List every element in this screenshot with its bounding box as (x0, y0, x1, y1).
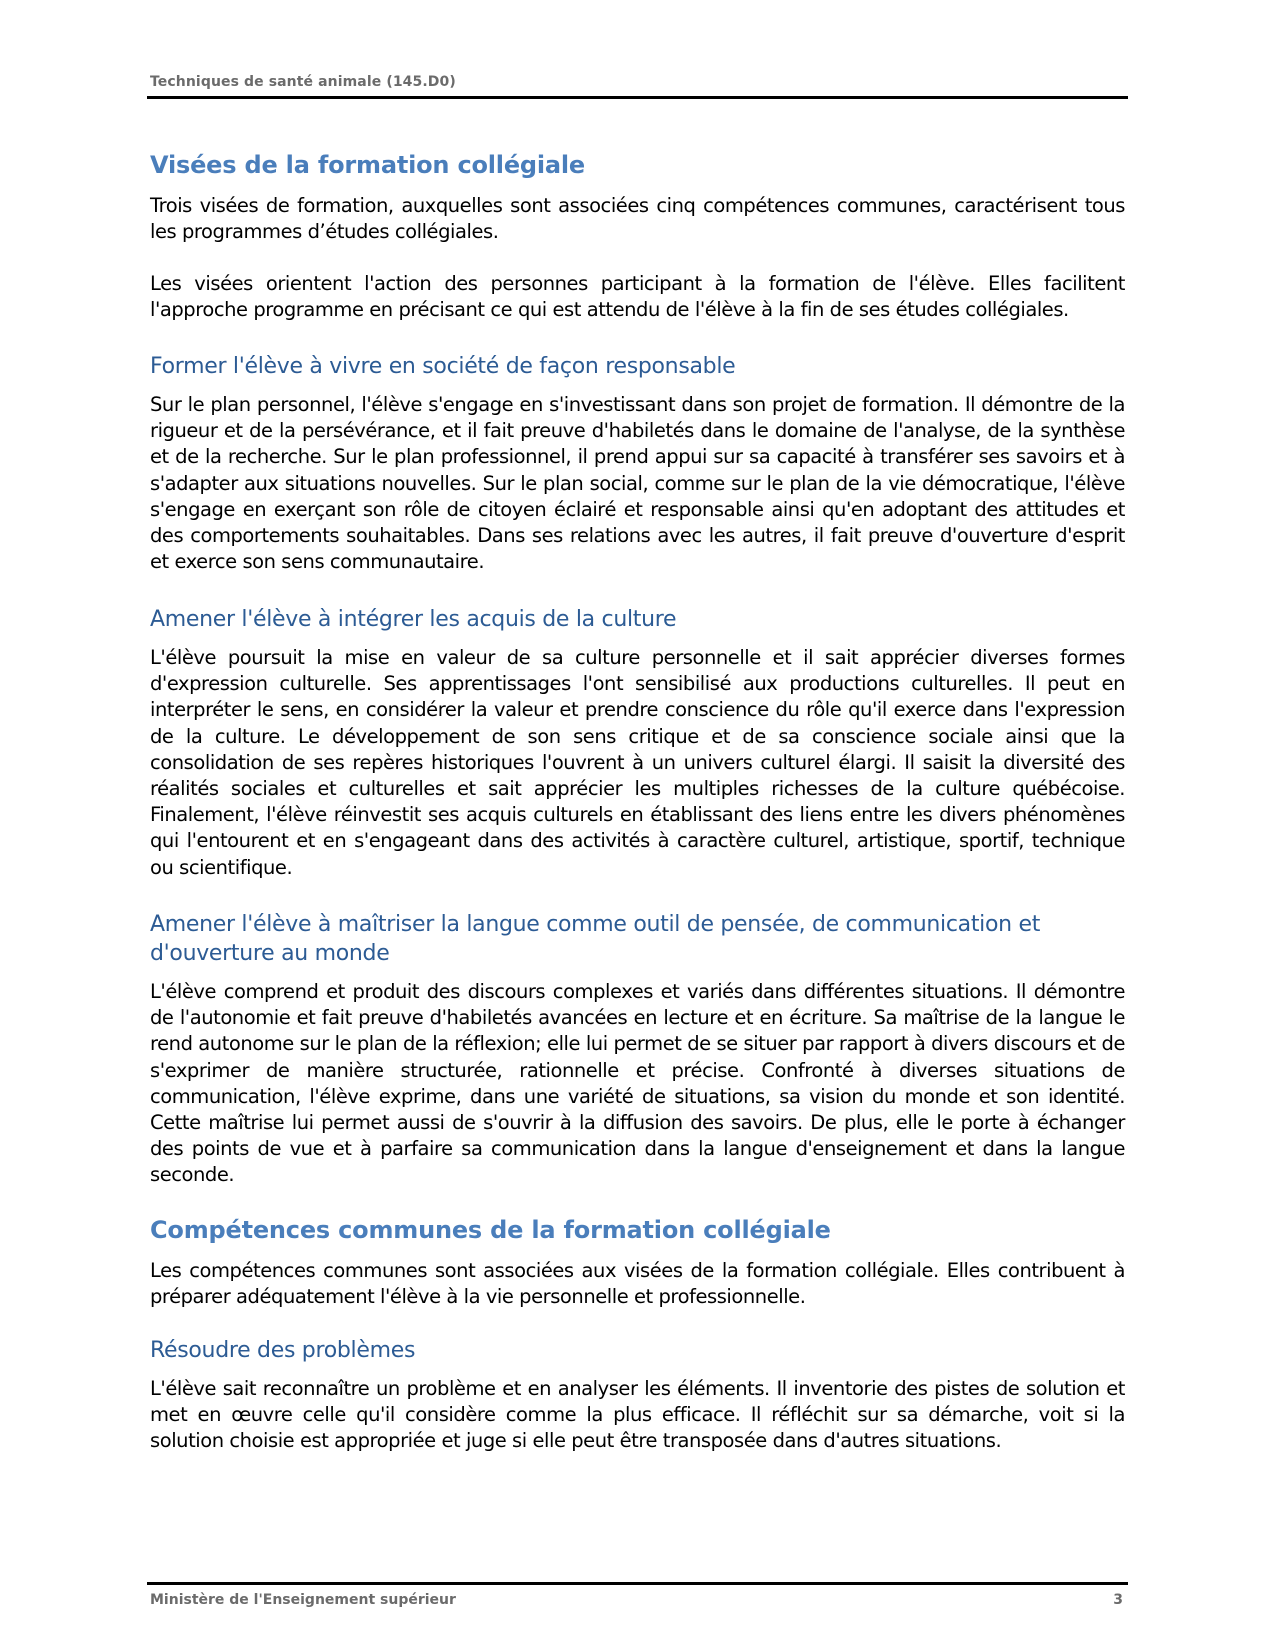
paragraph-text: Sur le plan personnel, l'élève s'engage en s'investissant dans son projet de formation. Il démontre de la rigueur et de la persévérance, et il fait preuve d'habiletés dans le domaine de l'analyse, de la synthèse et de la recherche. Sur le plan professionnel, il prend appui sur sa capacité à transférer ses savoirs et à s'adapter aux situations nouvelles. Sur le plan social, comme sur le plan de la vie démocratique, l'élève s'engage en exerçant son rôle de citoyen éclairé et responsable ainsi qu'en adoptant des attitudes et des comportements souhaitables. Dans ses relations avec les autres, il fait preuve d'ouverture d'esprit et exerce son sens communautaire. (150, 393, 1125, 574)
page-number: 3 (1113, 1592, 1123, 1608)
paragraph (150, 979, 1125, 1189)
subsection-heading: Amener l'élève à intégrer les acquis de la culture (150, 607, 677, 632)
running-footer: Ministère de l'Enseignement supérieur (150, 1592, 456, 1608)
paragraph (150, 193, 1125, 245)
section-visees (150, 150, 1125, 180)
paragraph (150, 1258, 1125, 1310)
paragraph-text: L'élève sait reconnaître un problème et en analyser les éléments. Il inventorie des pistes de solution et met en œuvre celle qu'il considère comme la plus efficace. Il réfléchit sur sa démarche, voit si la solution choisie est appropriée et juge si elle peut être transposée dans d'autres situations. (150, 1377, 1125, 1453)
subsection-heading: Amener l'élève à maîtriser la langue comme outil de pensée, de communication et d'ouverture au monde (150, 912, 1041, 966)
paragraph-text: Trois visées de formation, auxquelles sont associées cinq compétences communes, caractérisent tous les programmes d’études collégiales. (150, 194, 1125, 244)
subsection-heading-wrap (150, 1336, 1125, 1365)
running-header: Techniques de santé animale (145.D0) (150, 74, 456, 90)
subsection-heading-wrap (150, 910, 1050, 968)
section-heading: Compétences communes de la formation collégiale (150, 1216, 831, 1244)
section-heading: Visées de la formation collégiale (150, 151, 585, 179)
paragraph-text: L'élève comprend et produit des discours complexes et variés dans différentes situations. Il démontre de l'autonomie et fait preuve d'habiletés avancées en lecture et en écriture. Sa maîtrise de la langue le rend autonome sur le plan de la réflexion; elle lui permet de se situer par rapport à divers discours et de s'exprimer de manière structurée, rationnelle et précise. Confronté à diverses situations de communication, l'élève exprime, dans une variété de situations, sa vision du monde et son identité. Cette maîtrise lui permet aussi de s'ouvrir à la diffusion des savoirs. De plus, elle le porte à échanger des points de vue et à parfaire sa communication dans la langue d'enseignement et dans la langue seconde. (150, 980, 1125, 1187)
subsection-heading: Résoudre des problèmes (150, 1338, 416, 1363)
paragraph (150, 1376, 1125, 1455)
paragraph-text: L'élève poursuit la mise en valeur de sa culture personnelle et il sait apprécier diverses formes d'expression culturelle. Ses apprentissages l'ont sensibilisé aux productions culturelles. Il peut en interpréter le sens, en considérer la valeur et prendre conscience du rôle qu'il exerce dans l'expression de la culture. Le développement de son sens critique et de sa conscience sociale ainsi que la consolidation de ses repères historiques l'ouvrent à un univers culturel élargi. Il saisit la diversité des réalités sociales et culturelles et sait apprécier les multiples richesses de la culture québécoise. Finalement, l'élève réinvestit ses acquis culturels en établissant des liens entre les divers phénomènes qui l'entourent et en s'engageant dans des activités à caractère culturel, artistique, sportif, technique ou scientifique. (150, 646, 1125, 879)
footer-rule (147, 1582, 1128, 1585)
section-competences (150, 1215, 1125, 1245)
paragraph (150, 645, 1125, 881)
paragraph-text: Les compétences communes sont associées aux visées de la formation collégiale. Elles contribuent à préparer adéquatement l'élève à la vie personnelle et professionnelle. (150, 1259, 1125, 1309)
paragraph-text: Les visées orientent l'action des personnes participant à la formation de l'élève. Elles facilitent l'approche programme en précisant ce qui est attendu de l'élève à la fin de ses études collégiales. (150, 272, 1125, 322)
header-rule (147, 96, 1128, 99)
paragraph (150, 392, 1125, 575)
subsection-heading-wrap (150, 352, 1125, 381)
paragraph (150, 271, 1125, 323)
subsection-heading-wrap (150, 605, 1125, 634)
subsection-heading: Former l'élève à vivre en société de façon responsable (150, 354, 736, 379)
